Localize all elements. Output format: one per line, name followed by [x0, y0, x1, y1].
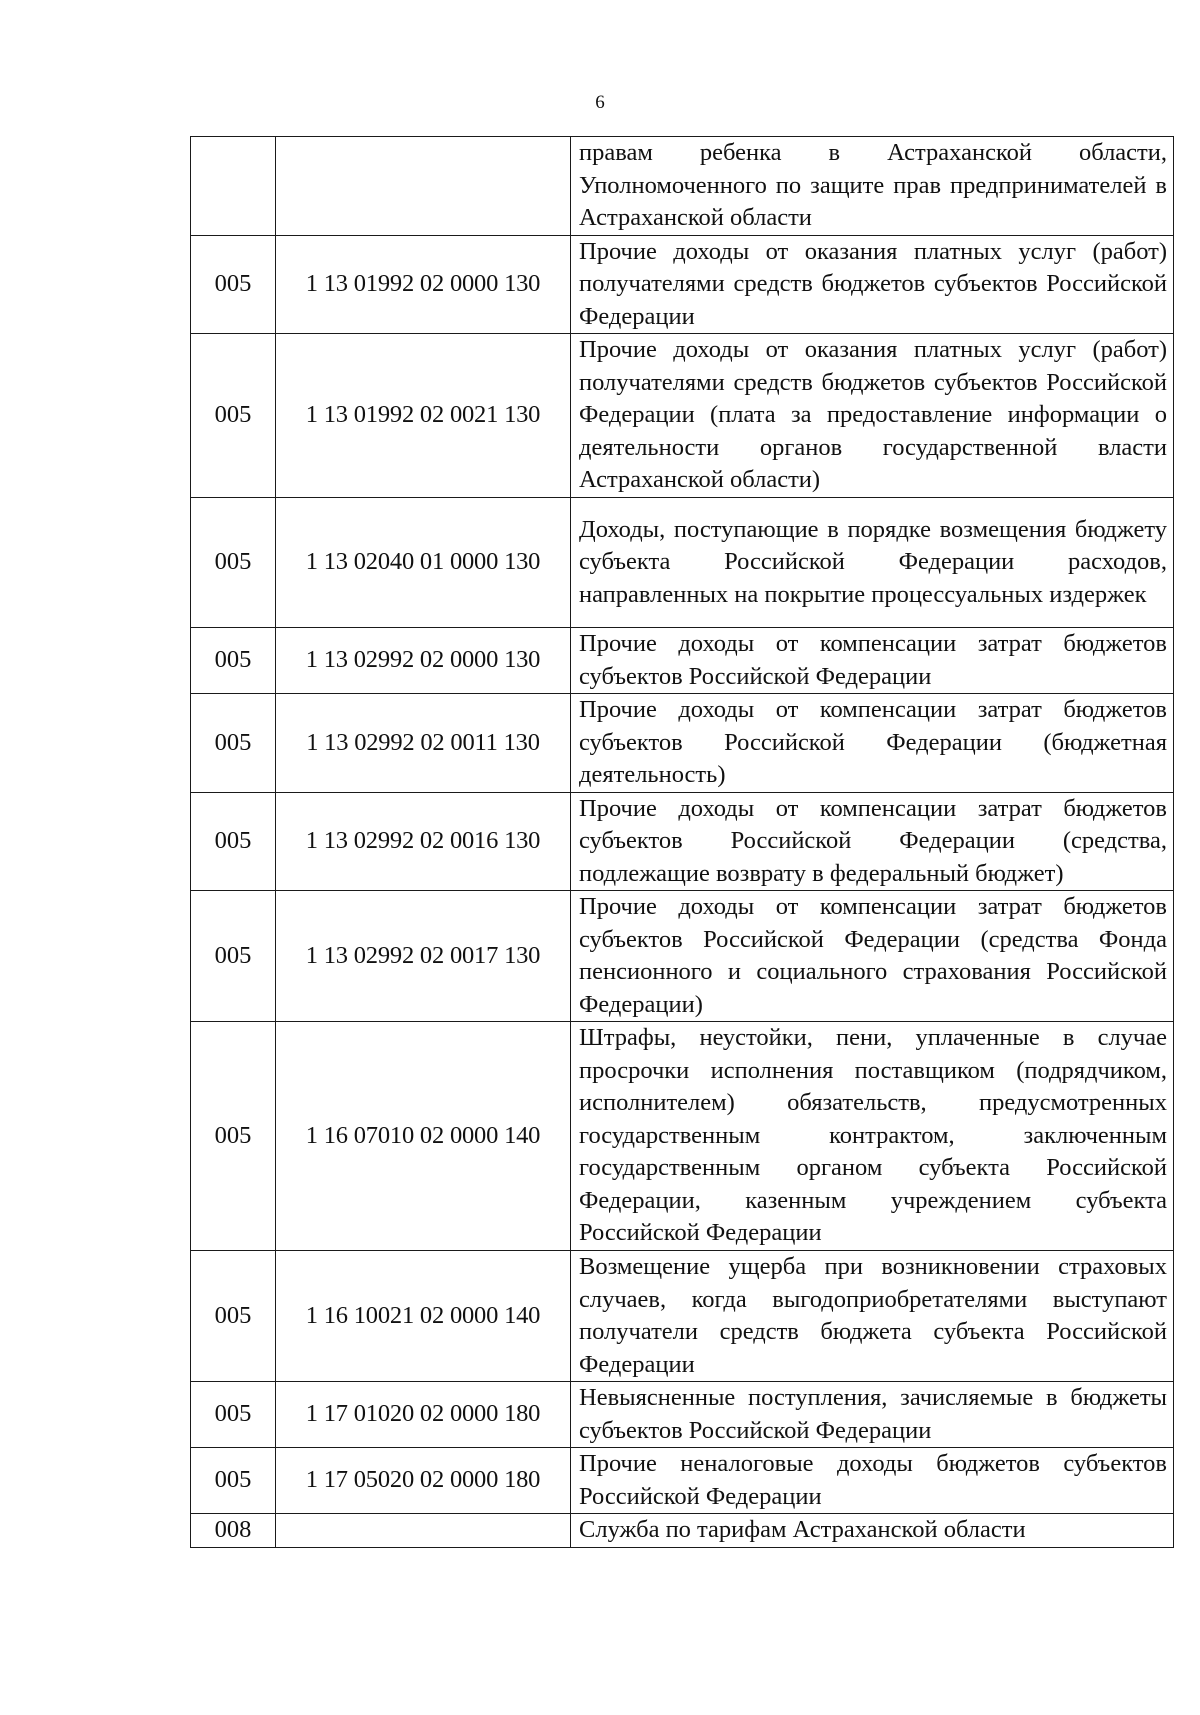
budget-code-cell: 1 13 02992 02 0011 130	[276, 694, 571, 793]
revenue-name-cell: Прочие доходы от компенсации затрат бюджетов субъектов Российской Федерации (средства, подлежащие возврату в федеральный бюджет)	[571, 792, 1174, 891]
table-row	[191, 1382, 1174, 1448]
admin-code-cell: 005	[191, 694, 276, 793]
admin-code-cell: 005	[191, 628, 276, 694]
revenue-codes-table	[190, 136, 1174, 1548]
table-row	[191, 334, 1174, 498]
budget-code-cell: 1 13 01992 02 0000 130	[276, 235, 571, 334]
table-row	[191, 137, 1174, 236]
budget-code-cell: 1 13 02992 02 0016 130	[276, 792, 571, 891]
budget-code-cell: 1 13 01992 02 0021 130	[276, 334, 571, 498]
revenue-name-cell: Служба по тарифам Астраханской области	[571, 1514, 1174, 1548]
budget-code-cell	[276, 137, 571, 236]
budget-code-cell: 1 13 02992 02 0017 130	[276, 891, 571, 1022]
admin-code-cell: 005	[191, 792, 276, 891]
budget-code-cell: 1 13 02992 02 0000 130	[276, 628, 571, 694]
admin-code-cell	[191, 137, 276, 236]
admin-code-cell: 005	[191, 334, 276, 498]
budget-code-cell: 1 13 02040 01 0000 130	[276, 498, 571, 628]
revenue-name-cell: Штрафы, неустойки, пени, уплаченные в случае просрочки исполнения поставщиком (подрядчиком, исполнителем) обязательств, предусмотренных государственным контрактом, заключенным государственным органом субъекта Российской Федерации, казенным учреждением субъекта Российской Федерации	[571, 1022, 1174, 1251]
budget-code-cell: 1 17 05020 02 0000 180	[276, 1448, 571, 1514]
admin-code-cell: 005	[191, 235, 276, 334]
admin-code-cell: 005	[191, 1382, 276, 1448]
table-row	[191, 1448, 1174, 1514]
revenue-name-cell: правам ребенка в Астраханской области, Уполномоченного по защите прав предпринимателей в Астраханской области	[571, 137, 1174, 236]
revenue-name-cell: Прочие доходы от компенсации затрат бюджетов субъектов Российской Федерации (средства Фонда пенсионного и социального страхования Российской Федерации)	[571, 891, 1174, 1022]
admin-code-cell: 005	[191, 891, 276, 1022]
budget-code-cell	[276, 1514, 571, 1548]
table-row	[191, 1514, 1174, 1548]
table-row	[191, 498, 1174, 628]
table-row	[191, 694, 1174, 793]
revenue-name-cell: Прочие доходы от компенсации затрат бюджетов субъектов Российской Федерации	[571, 628, 1174, 694]
page-number: 6	[595, 92, 605, 113]
revenue-name-cell: Возмещение ущерба при возникновении страховых случаев, когда выгодоприобретателями выступают получатели средств бюджета субъекта Российской Федерации	[571, 1251, 1174, 1382]
admin-code-cell: 008	[191, 1514, 276, 1548]
budget-code-cell: 1 17 01020 02 0000 180	[276, 1382, 571, 1448]
admin-code-cell: 005	[191, 1448, 276, 1514]
revenue-name-cell: Прочие неналоговые доходы бюджетов субъектов Российской Федерации	[571, 1448, 1174, 1514]
table-row	[191, 1251, 1174, 1382]
admin-code-cell: 005	[191, 498, 276, 628]
table-row	[191, 792, 1174, 891]
revenue-name-cell: Прочие доходы от оказания платных услуг (работ) получателями средств бюджетов субъектов Российской Федерации	[571, 235, 1174, 334]
revenue-name-cell: Доходы, поступающие в порядке возмещения бюджету субъекта Российской Федерации расходов, направленных на покрытие процессуальных издержек	[571, 498, 1174, 628]
table-body	[191, 137, 1174, 1548]
revenue-name-cell: Прочие доходы от компенсации затрат бюджетов субъектов Российской Федерации (бюджетная деятельность)	[571, 694, 1174, 793]
admin-code-cell: 005	[191, 1251, 276, 1382]
table-row	[191, 628, 1174, 694]
revenue-name-cell: Прочие доходы от оказания платных услуг (работ) получателями средств бюджетов субъектов Российской Федерации (плата за предоставление информации о деятельности органов государственной власти Астраханской области)	[571, 334, 1174, 498]
table-row	[191, 235, 1174, 334]
budget-code-cell: 1 16 10021 02 0000 140	[276, 1251, 571, 1382]
budget-code-cell: 1 16 07010 02 0000 140	[276, 1022, 571, 1251]
table-row	[191, 891, 1174, 1022]
table-row	[191, 1022, 1174, 1251]
admin-code-cell: 005	[191, 1022, 276, 1251]
revenue-name-cell: Невыясненные поступления, зачисляемые в бюджеты субъектов Российской Федерации	[571, 1382, 1174, 1448]
